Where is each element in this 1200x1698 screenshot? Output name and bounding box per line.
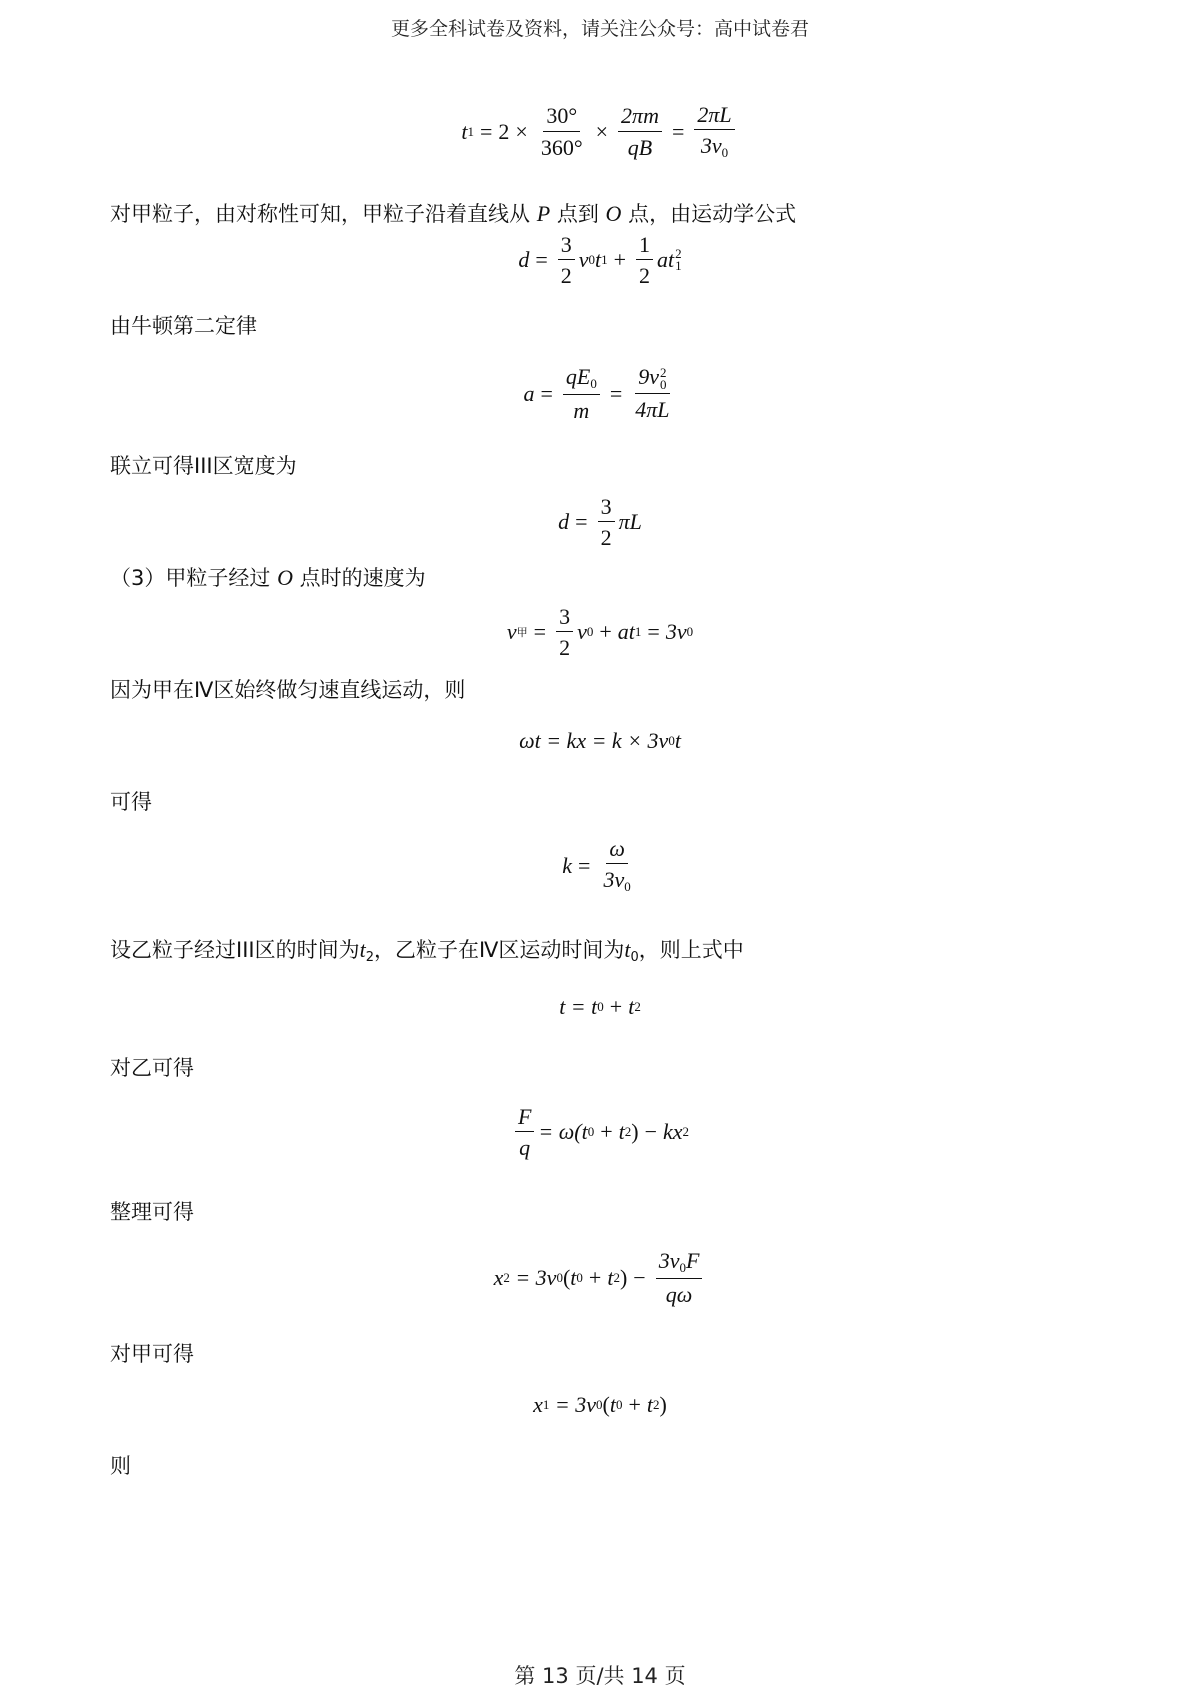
equation-x1: x 1 = 3v 0 ( t 0 + t 2 ): [533, 1392, 667, 1417]
paragraph-8: 对乙可得: [110, 1056, 194, 1080]
paragraph-9: 整理可得: [110, 1200, 194, 1224]
equation-x2: x 2 = 3v 0 ( t 0 + t 2 ) − $\frac{3v_0F}{q\omega}$: [0, 1248, 1200, 1307]
paragraph-4: （3）甲粒子经过 O 点时的速度为: [110, 565, 426, 590]
equation-omega-t: ωt = kx = k × 3v 0 t: [519, 728, 681, 753]
paragraph-2: 由牛顿第二定律: [110, 314, 257, 338]
page-footer: 第 13 页/共 14 页: [514, 1664, 686, 1688]
paragraph-1: 对甲粒子，由对称性可知，甲粒子沿着直线从 P 点到 O 点，由运动学公式: [110, 201, 797, 226]
equation-force: $\frac{F}{q}$ = ω(t 0 + t 2 ) − kx 2: [0, 1104, 1200, 1161]
equation-t-sum: t = t 0 + t 2: [559, 994, 641, 1019]
paragraph-3: 联立可得III区宽度为: [110, 454, 297, 478]
equation-k: k = $\frac{\omega}{3v_0}$: [562, 836, 631, 895]
equation-t1: t 1 = 2 × $\frac{30^\circ}{360^\circ}$ × $\frac{2\pi m}{qB}$ = $\frac{2\pi L}{3v_0}$: [0, 102, 1200, 161]
equation-acceleration: a = $\frac{qE_0}{m}$ = 9v 2 0 4πL: [523, 364, 670, 423]
page-header: 更多全科试卷及资料，请关注公众号：高中试卷君: [390, 18, 809, 40]
paragraph-7: 设乙粒子经过III区的时间为$t_2$，乙粒子在Ⅳ区运动时间为$t_0$，则上式中: [110, 937, 744, 965]
equation-d-width: d = $\frac{3}{2}$ πL: [558, 494, 642, 551]
paragraph-6: 可得: [110, 790, 152, 814]
equation-d-kinematics: d = $\frac{3}{2}$ v 0 t 1 + $\frac{1}{2}$ at 2 1: [518, 232, 682, 289]
paragraph-10: 对甲可得: [110, 1342, 194, 1366]
paragraph-5: 因为甲在Ⅳ区始终做匀速直线运动，则: [110, 678, 466, 702]
equation-v-jia: v 甲 = $\frac{3}{2}$ v 0 + at 1 = 3v 0: [506, 604, 694, 661]
paragraph-11: 则: [110, 1454, 131, 1478]
